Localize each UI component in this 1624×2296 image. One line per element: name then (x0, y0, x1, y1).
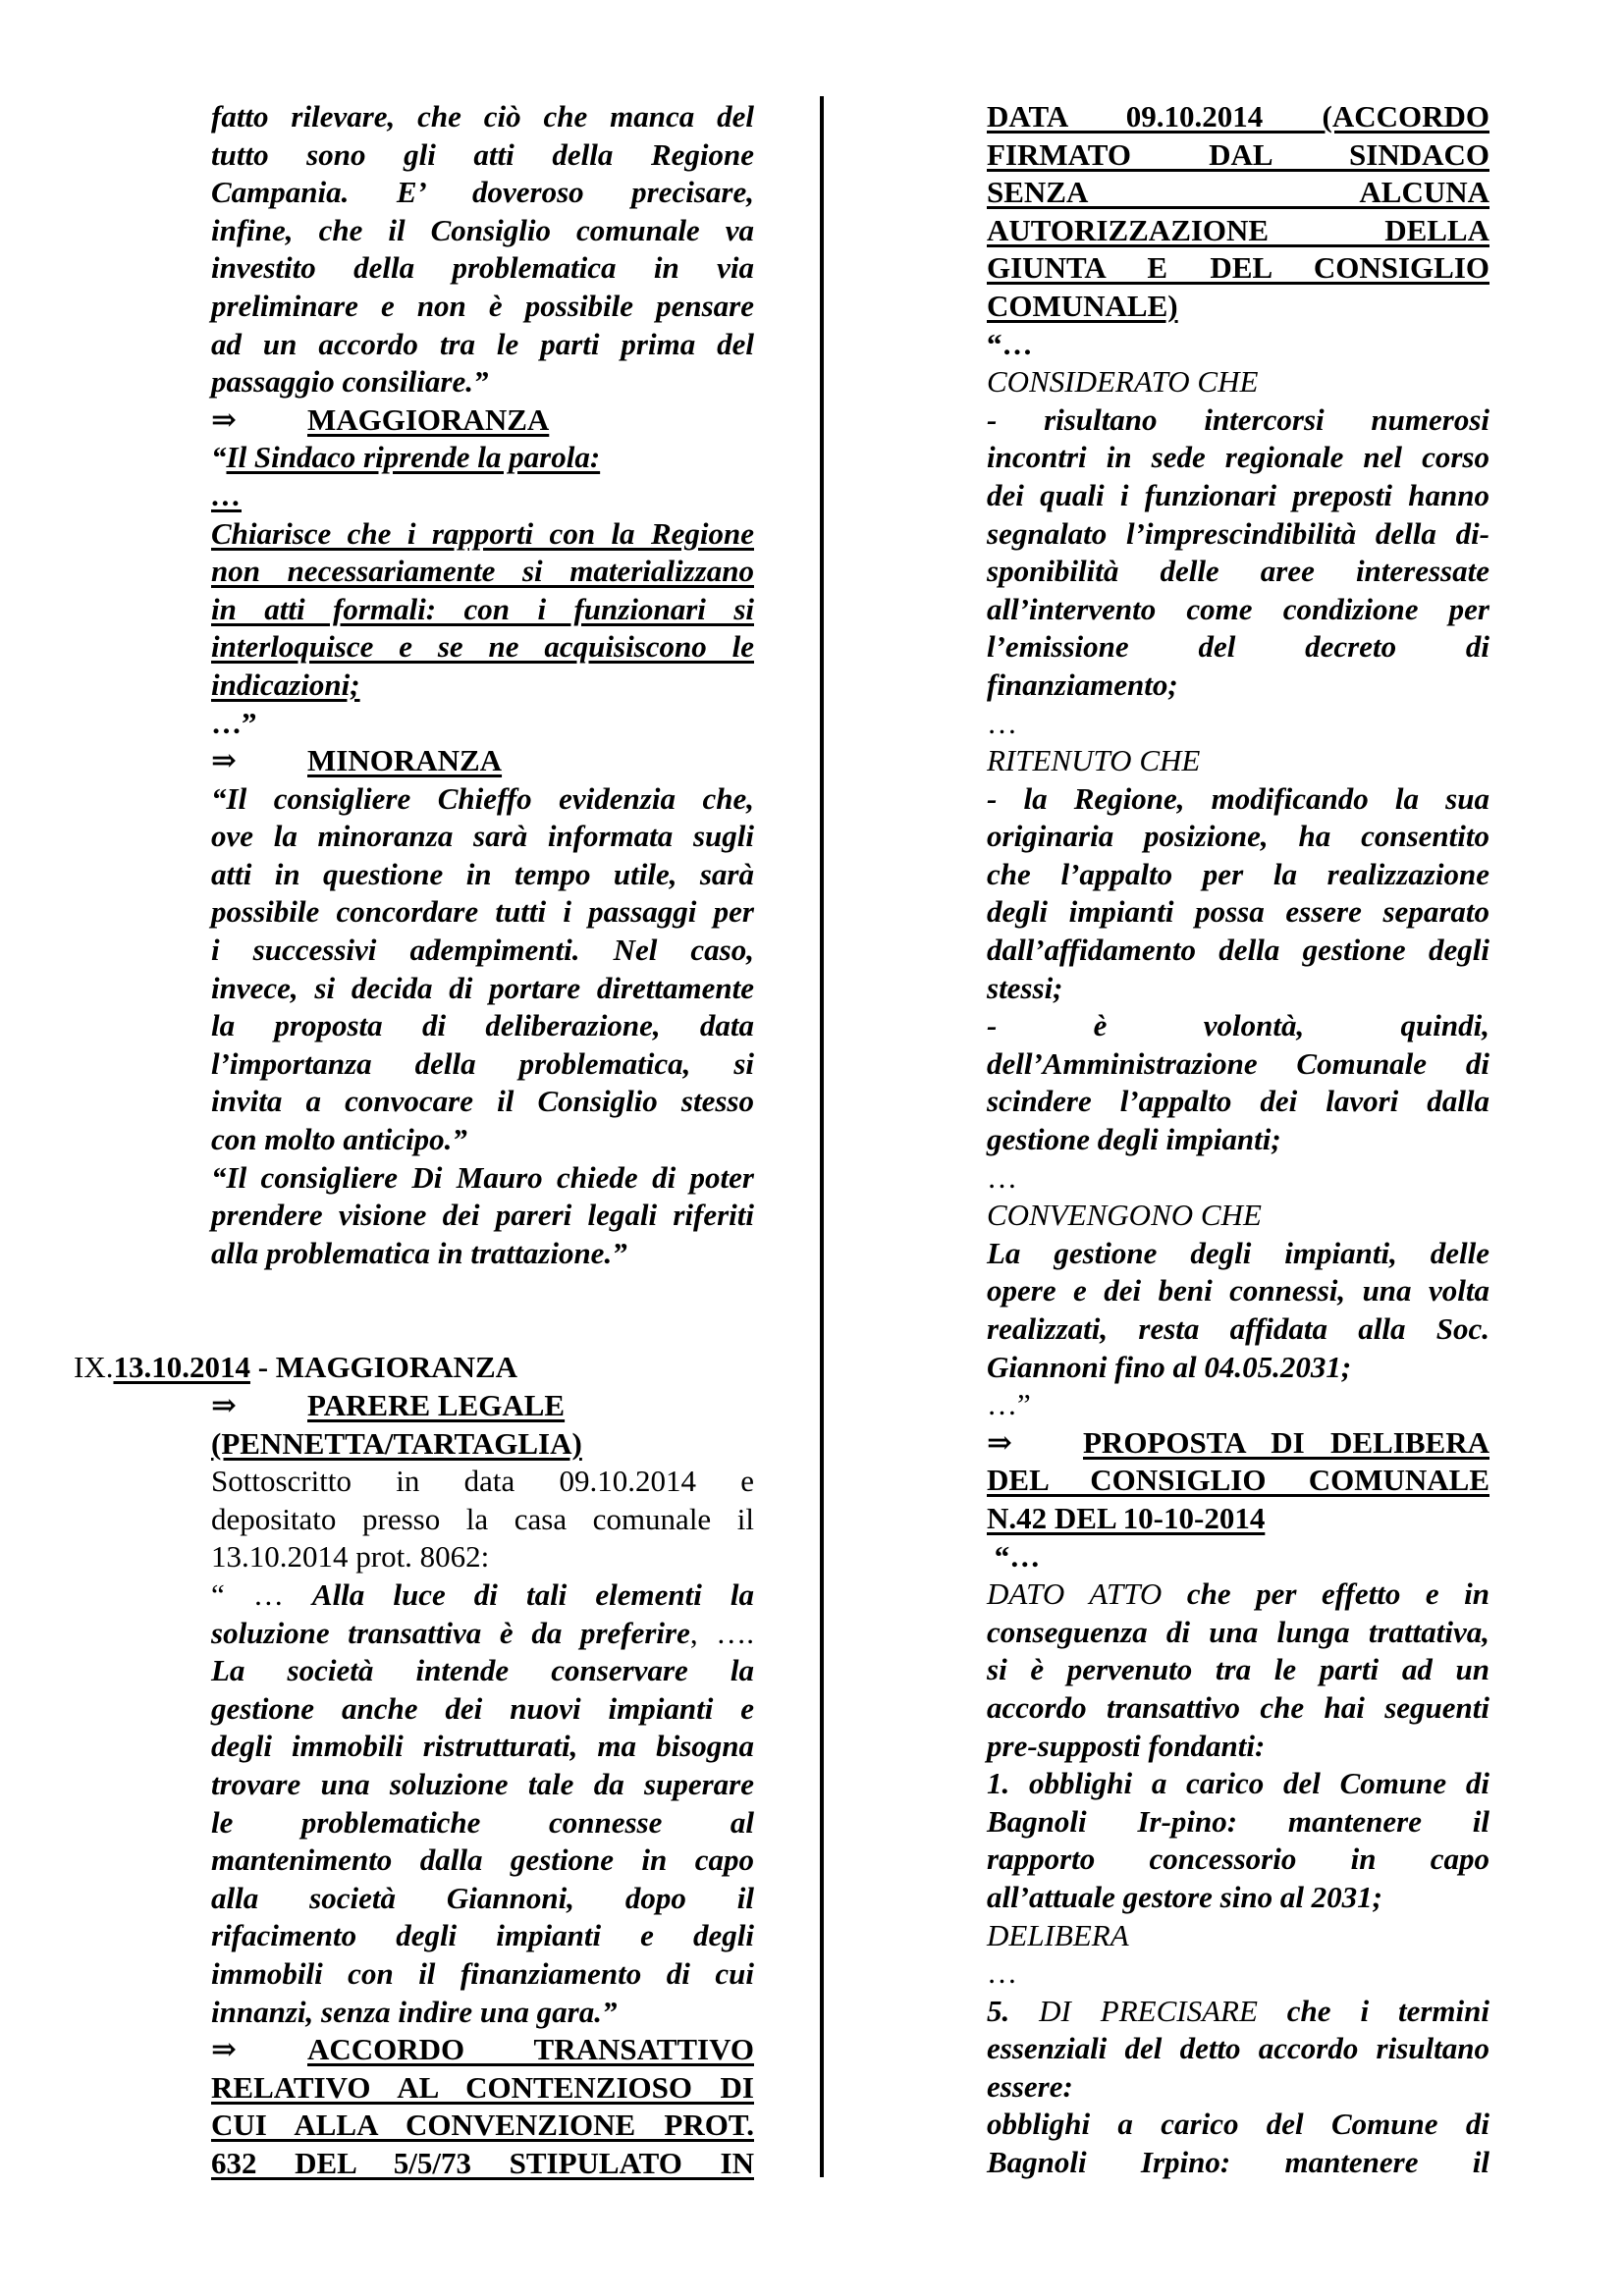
minoranza-heading-row (211, 742, 754, 780)
minoranza-heading: MINORANZA (307, 743, 503, 778)
text-line: all’attuale gestore sino al 2031; (987, 1879, 1382, 1914)
parere-heading: PARERE LEGALE (307, 1388, 566, 1422)
text-line: dei quali i funzionari preposti hanno (987, 477, 1489, 512)
text-line: tutto sono gli atti della Regione (211, 136, 754, 172)
text-line: che l’appalto per la realizzazione (987, 856, 1489, 891)
quote-second-line (211, 1615, 754, 1653)
text-line: - risultano intercorsi numerosi (987, 401, 1489, 437)
closing-quote-line: …” (987, 1387, 1031, 1422)
text-line: GIUNTA E DEL CONSIGLIO (987, 250, 1489, 286)
text-line: obblighi a carico del Comune di (987, 2107, 1489, 2142)
left-column (211, 98, 754, 1272)
text-line: - la Regione, modificando la sua (987, 780, 1489, 816)
text-line: si è pervenuto tra le parti ad un (987, 1652, 1489, 1687)
text-line: in atti formali: con i funzionari si (211, 591, 754, 626)
text-line: Sottoscritto in data 09.10.2014 e (211, 1464, 754, 1499)
text-line: indicazioni; (211, 667, 360, 702)
double-arrow-right-icon: ⇒ (211, 743, 237, 778)
section-ix-heading (74, 1349, 517, 1387)
text-line: COMUNALE) (987, 288, 1178, 323)
text-line: atti in questione in tempo utile, sarà (211, 856, 754, 891)
chieffo-quote (211, 780, 754, 1159)
text-line: la proposta di deliberazione, data (211, 1008, 754, 1043)
quote-prefix: “ … (211, 1576, 312, 1612)
delibera-label: DELIBERA (987, 1917, 1129, 1952)
considerato-body (987, 401, 1489, 705)
quote-open: “ (211, 440, 227, 475)
text-line: RELATIVO AL CONTENZIOSO DI (211, 2069, 754, 2105)
text-line: innanzi, senza indire una gara.” (211, 1994, 618, 2029)
accordo-heading-row (211, 2031, 754, 2069)
text-line: 13.10.2014 prot. 8062: (211, 1539, 490, 1575)
text-line: invita a convocare il Consiglio stesso (211, 1084, 754, 1119)
double-arrow-right-icon: ⇒ (211, 401, 237, 437)
intro-paragraph (211, 98, 754, 401)
text-line: con molto anticipo.” (211, 1122, 467, 1157)
closing-quote-line: …” (211, 705, 257, 740)
text-line: ove la minoranza sarà informata sugli (211, 819, 754, 854)
section-date: 13.10.2014 (113, 1350, 250, 1384)
text-line: non necessariamente si materializzano (211, 554, 754, 589)
ritenuto-body (987, 780, 1489, 1159)
text-line: FIRMATO DAL SINDACO (987, 136, 1489, 172)
proposta-heading: PROPOSTA DI DELIBERA (1083, 1424, 1489, 1460)
maggioranza-heading: MAGGIORANZA (307, 401, 550, 437)
text-line: realizzati, resta affidata alla Soc. (987, 1311, 1489, 1346)
text-line: passaggio consiliare.” (211, 364, 489, 400)
double-arrow-right-icon: ⇒ (987, 1424, 1012, 1460)
text-line: le problematiche connesse al (211, 1804, 754, 1840)
text-line: alla società Giannoni, dopo il (211, 1880, 754, 1915)
convengono-label: CONVENGONO CHE (987, 1198, 1262, 1233)
text-line: dell’Amministrazione Comunale di (987, 1045, 1489, 1081)
text-line: CUI ALLA CONVENZIONE PROT. (211, 2108, 754, 2143)
text-line: AUTORIZZAZIONE DELLA (987, 212, 1489, 247)
text-line: interloquisce e se ne acquisiscono le (211, 629, 754, 665)
sindaco-intro: Il Sindaco riprende la parola: (226, 440, 601, 475)
text-line: Chiarisce che i rapporti con la Regione (211, 515, 754, 551)
text-line: preliminare e non è possibile pensare (211, 288, 754, 323)
text-line: degli immobili ristrutturati, ma bisogna (211, 1729, 754, 1764)
text-line: SENZA ALCUNA (987, 175, 1489, 210)
parere-quote (211, 1652, 754, 2031)
text-line: - è volontà, quindi, (987, 1008, 1489, 1043)
dato-atto-text: che per effetto e in (1162, 1576, 1489, 1612)
text-line: l’emissione del decreto di (987, 629, 1489, 665)
maggioranza-heading-row (211, 401, 754, 440)
text-line: Bagnoli Irpino: mantenere il (987, 2145, 1489, 2180)
parere-meta (211, 1463, 754, 1576)
ellipsis: … (987, 1955, 1017, 1991)
proposta-heading-row (987, 1424, 1489, 1463)
quote-open-line: “… (987, 326, 1033, 361)
text-line: DEL CONSIGLIO COMUNALE (987, 1463, 1489, 1498)
considerato-label: CONSIDERATO CHE (987, 364, 1259, 400)
sindaco-body (211, 515, 754, 705)
section-label: MAGGIORANZA (275, 1350, 518, 1384)
dato-atto-first-line (987, 1575, 1489, 1614)
precisare-body (987, 2030, 1489, 2181)
text-line: Campania. E’ doveroso precisare, (211, 175, 754, 210)
text-line: opere e dei beni connessi, una volta (987, 1273, 1489, 1308)
text-line: 632 DEL 5/5/73 STIPULATO IN (211, 2145, 754, 2180)
text-line: invece, si decida di portare direttamente (211, 970, 754, 1005)
text-line: Giannoni fino al 04.05.2031; (987, 1349, 1352, 1384)
convengono-body (987, 1235, 1489, 1386)
text-line: originaria posizione, ha consentito (987, 819, 1489, 854)
column-divider (820, 96, 824, 2177)
text-line: N.42 DEL 10-10-2014 (987, 1500, 1266, 1535)
parere-heading-line2 (211, 1425, 754, 1464)
text-line: dall’affidamento della gestione degli (987, 933, 1489, 968)
text-line: sponibilità delle aree interessate (987, 554, 1489, 589)
quote-tail: , …. (689, 1615, 755, 1650)
ritenuto-label: RITENUTO CHE (987, 743, 1201, 778)
text-line: alla problematica in trattazione.” (211, 1235, 627, 1270)
text-line: ad un accordo tra le parti prima del (211, 326, 754, 361)
text-line: incontri in sede regionale nel corso (987, 440, 1489, 475)
text-line: essenziali del detto accordo risultano (987, 2031, 1489, 2066)
parere-authors: (PENNETTA/TARTAGLIA) (211, 1425, 582, 1461)
precisare-text: che i termini (1257, 1993, 1489, 2028)
section-numeral: IX. (74, 1350, 114, 1384)
parere-heading-row (211, 1387, 754, 1425)
text-line: trovare una soluzione tale da superare (211, 1766, 754, 1801)
ellipsis: … (987, 705, 1017, 740)
quote-text: soluzione transattiva è da preferire (211, 1615, 690, 1650)
precisare-first-line (987, 1993, 1489, 2031)
text-line: immobili con il finanziamento di cui (211, 1955, 754, 1991)
text-line: essere: (987, 2068, 1073, 2104)
text-line: segnalato l’imprescindibilità della di- (987, 515, 1489, 551)
text-line: stessi; (987, 970, 1063, 1005)
text-line: gestione degli impianti; (987, 1122, 1281, 1157)
dimauro-quote (211, 1159, 754, 1273)
text-line: degli impianti possa essere separato (987, 894, 1489, 930)
proposta-heading-cont (987, 1462, 1489, 1537)
dato-atto-body (987, 1614, 1489, 1917)
text-line: prendere visione dei pareri legali riferiti (211, 1198, 754, 1233)
text-line: depositato presso la casa comunale il (211, 1501, 754, 1536)
ellipsis: … (987, 1159, 1017, 1195)
text-line: all’intervento come condizione per (987, 591, 1489, 626)
left-column-section-ix (211, 1387, 754, 2182)
text-line: rapporto concessorio in capo (987, 1842, 1489, 1877)
text-line: scindere l’appalto dei lavori dalla (987, 1084, 1489, 1119)
text-line: accordo transattivo che hai seguenti (987, 1689, 1489, 1725)
text-line: “Il consigliere Di Mauro chiede di poter (211, 1159, 754, 1195)
precisare-num: 5. (987, 1993, 1040, 2028)
precisare-label: DI PRECISARE (1039, 1993, 1258, 2028)
text-line: investito della problematica in via (211, 250, 754, 286)
text-line: Bagnoli Ir-pino: mantenere il (987, 1803, 1489, 1839)
quote-first-line (211, 1576, 754, 1615)
right-column (987, 98, 1489, 2182)
sindaco-intro-line (211, 439, 754, 477)
quote-text: Alla luce di tali elementi la (311, 1576, 755, 1612)
quote-open-line: “… (987, 1538, 1041, 1574)
text-line: mantenimento dalla gestione in capo (211, 1842, 754, 1878)
text-line: “Il consigliere Chieffo evidenzia che, (211, 780, 754, 816)
text-line: conseguenza di una lunga trattativa, (987, 1614, 1489, 1649)
text-line: infine, che il Consiglio comunale va (211, 212, 754, 247)
text-line: l’importanza della problematica, si (211, 1045, 754, 1081)
accordo-heading-cont (211, 2069, 754, 2183)
text-line: La gestione degli impianti, delle (987, 1235, 1489, 1270)
text-line: 1. obblighi a carico del Comune di (987, 1766, 1489, 1801)
text-line: i successivi adempimenti. Nel caso, (211, 933, 754, 968)
text-line: gestione anche dei nuovi impianti e (211, 1690, 754, 1726)
text-line: finanziamento; (987, 667, 1178, 702)
ellipsis: … (211, 477, 242, 512)
accordo-heading: ACCORDO TRANSATTIVO (307, 2032, 754, 2067)
text-line: possibile concordare tutti i passaggi per (211, 894, 754, 930)
double-arrow-right-icon: ⇒ (211, 2032, 237, 2067)
text-line: La società intende conservare la (211, 1653, 754, 1688)
text-line: pre-supposti fondanti: (987, 1728, 1266, 1763)
accordo-heading-continued (987, 98, 1489, 326)
ellipsis-line (211, 477, 754, 515)
text-line: DATA 09.10.2014 (ACCORDO (987, 99, 1489, 133)
section-separator: - (249, 1350, 276, 1384)
dato-atto-label: DATO ATTO (987, 1576, 1163, 1612)
text-line: rifacimento degli impianti e degli (211, 1918, 754, 1953)
double-arrow-right-icon: ⇒ (211, 1388, 237, 1422)
text-line: fatto rilevare, che ciò che manca del (211, 99, 754, 133)
